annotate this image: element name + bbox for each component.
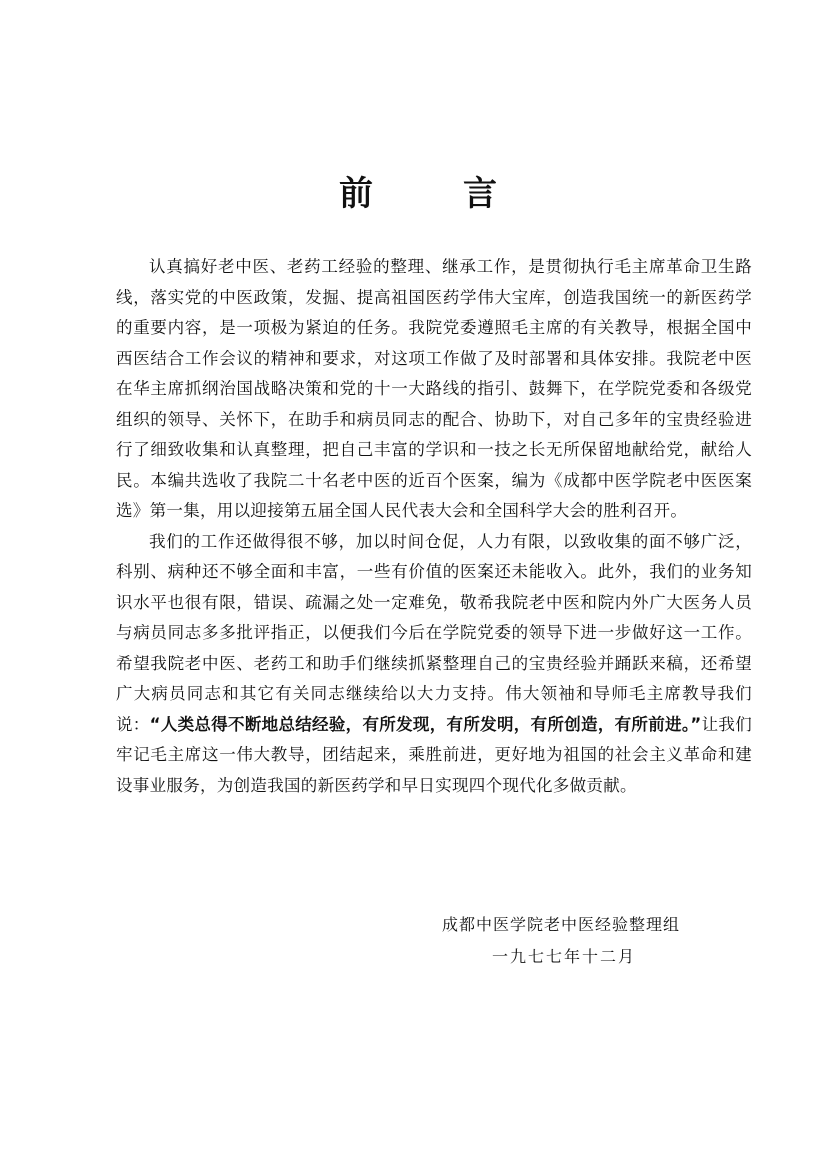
paragraph-1: 认真搞好老中医、老药工经验的整理、继承工作，是贯彻执行毛主席革命卫生路线，落实党的中医政策，发掘、提高祖国医药学伟大宝库，创造我国统一的新医药学的重要内容，是一项极为紧迫的任务。我院党委遵照毛主席的有关教导，根据全国中西医结合工作会议的精神和要求，对这项工作做了及时部署和具体安排。我院老中医在华主席抓纲治国战略决策和党的十一大路线的指引、鼓舞下，在学院党委和各级党组织的领导、关怀下，在助手和病员同志的配合、协助下，对自己多年的宝贵经验进行了细致收集和认真整理，把自己丰富的学识和一技之长无所保留地献给党，献给人民。本编共选收了我院二十名老中医的近百个医案，编为《成都中医学院老中医医案选》第一集，用以迎接第五届全国人民代表大会和全国科学大会的胜利召开。 xyxy=(116,257,752,520)
page-title xyxy=(0,170,840,218)
signature: 成都中医学院老中医经验整理组 xyxy=(442,915,681,934)
title-char-left: 前 xyxy=(339,174,377,214)
mao-quote: “人类总得不断地总结经验，有所发现，有所发明，有所创造，有所前进。” xyxy=(149,714,702,734)
paragraph-2-text-a: 我们的工作还做得很不够，加以时间仓促，人力有限，以致收集的面不够广泛，科别、病种还不够全面和丰富，一些有价值的医案还未能收入。此外，我们的业务知识水平也很有限，错误、疏漏之处一定难免，敬希我院老中医和院内外广大医务人员与病员同志多多批评指正，以便我们今后在学院党委的领导下进一步做好这一工作。希望我院老中医、老药工和助手们继续抓紧整理自己的宝贵经验并踊跃来稿，还希望广大病员同志和其它有关同志继续给以大力支持。伟大领袖和导师毛主席教导我们说： xyxy=(116,531,752,734)
date-line: 一九七七年十二月 xyxy=(492,947,637,966)
paragraph-2-text-b: 让我们牢记毛主席这一伟大教导，团结起来，乘胜前进，更好地为祖国的社会主义革命和建设事业服务，为创造我国的新医药学和早日实现四个现代化多做贡献。 xyxy=(116,714,752,795)
paragraph-2 xyxy=(116,527,752,802)
preface-body xyxy=(116,252,752,801)
title-char-right: 言 xyxy=(463,174,501,214)
